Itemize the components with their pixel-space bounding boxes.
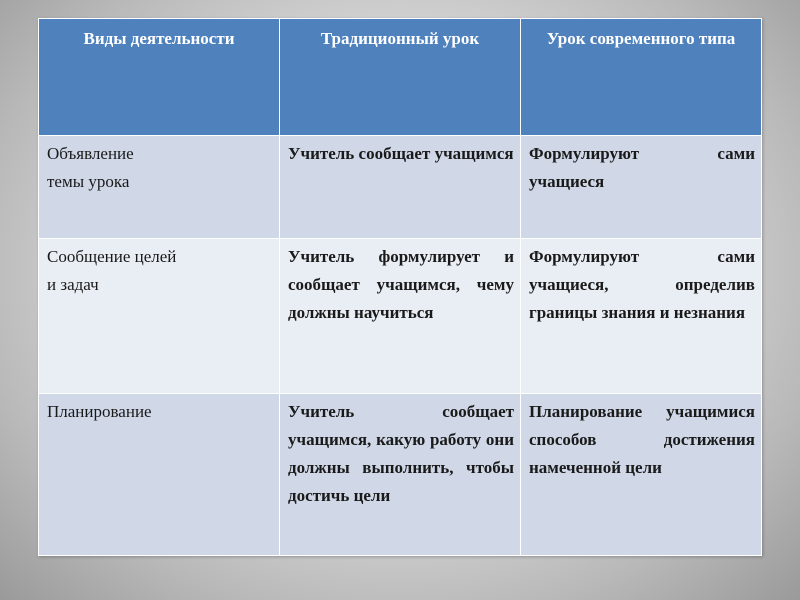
table-row-planning <box>39 394 762 556</box>
activity-topic-line-1: Объявление <box>47 144 134 163</box>
header-cell-traditional <box>280 19 521 136</box>
traditional-topic-text: Учитель сообщает учащимся <box>288 144 514 163</box>
header-modern-label: Урок современного типа <box>546 29 736 48</box>
comparison-table <box>38 18 762 556</box>
header-cell-activity <box>39 19 280 136</box>
activity-goals-line-2: и задач <box>47 275 99 294</box>
table-row-topic <box>39 136 762 239</box>
cell-activity-goals <box>39 239 280 394</box>
cell-activity-planning <box>39 394 280 556</box>
modern-planning-text: Планирование учащимися способов достижения намеченной цели <box>529 402 755 477</box>
cell-activity-topic <box>39 136 280 239</box>
cell-traditional-topic <box>280 136 521 239</box>
cell-modern-goals <box>521 239 762 394</box>
table-row-goals <box>39 239 762 394</box>
cell-modern-planning <box>521 394 762 556</box>
traditional-planning-text: Учитель сообщает учащимся, какую работу они должны выполнить, чтобы достичь цели <box>288 402 514 505</box>
activity-planning-line-1: Планирование <box>47 402 152 421</box>
header-cell-modern <box>521 19 762 136</box>
header-traditional-label: Традиционный урок <box>320 29 480 48</box>
cell-modern-topic <box>521 136 762 239</box>
header-activity-label: Виды деятельности <box>83 29 235 48</box>
activity-goals-line-1: Сообщение целей <box>47 247 177 266</box>
cell-traditional-goals <box>280 239 521 394</box>
cell-traditional-planning <box>280 394 521 556</box>
activity-topic-line-2: темы урока <box>47 172 130 191</box>
header-row <box>39 19 762 136</box>
modern-topic-text: Формулируют сами учащиеся <box>529 144 755 191</box>
modern-goals-text: Формулируют сами учащиеся, определив границы знания и незнания <box>529 247 755 322</box>
traditional-goals-text: Учитель формулирует и сообщает учащимся, чему должны научиться <box>288 247 514 322</box>
